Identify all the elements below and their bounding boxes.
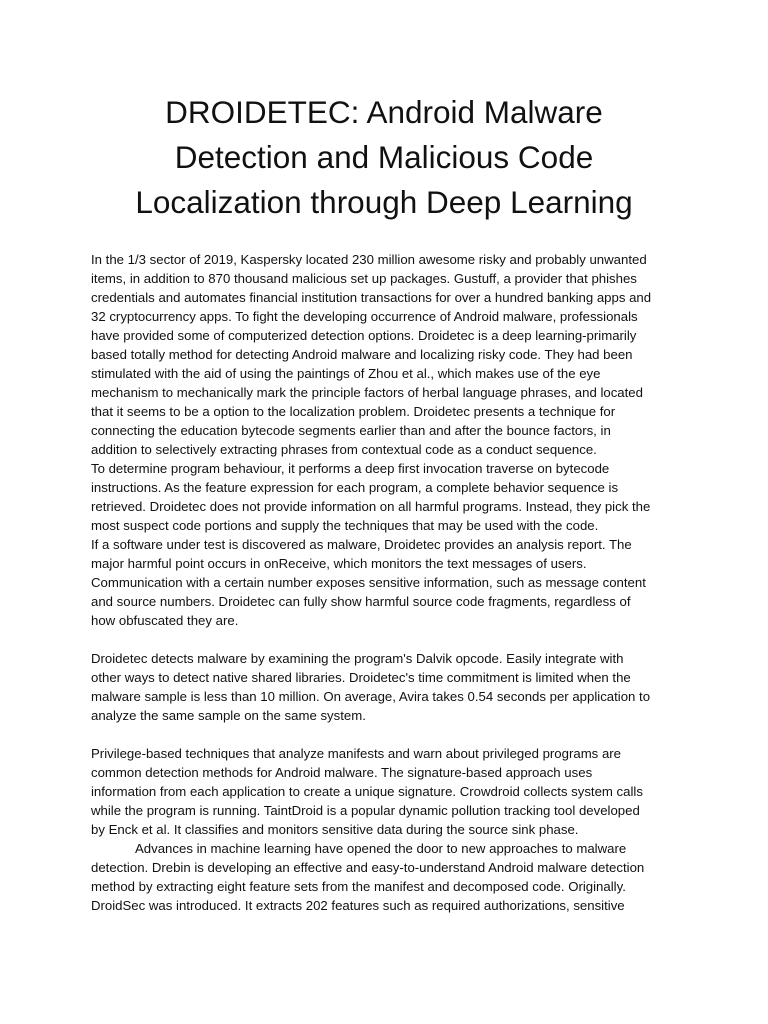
text-line: have provided some of computerized detection options. Droidetec is a deep learning-primarily <box>91 328 637 343</box>
text-line: Advances in machine learning have opened the door to new approaches to malware <box>135 841 627 856</box>
title-line: DROIDETEC: Android Malware <box>165 94 603 130</box>
text-line: Communication with a certain number exposes sensitive information, such as message content <box>91 575 646 590</box>
text-line: Droidetec detects malware by examining the program's Dalvik opcode. Easily integrate with <box>91 651 624 666</box>
title-line: Detection and Malicious Code <box>174 139 594 175</box>
text-line: common detection methods for Android malware. The signature-based approach uses <box>91 765 593 780</box>
text-line: connecting the education bytecode segments earlier than and after the bounce factors, in <box>91 423 611 438</box>
document-body <box>91 250 691 915</box>
text-line: retrieved. Droidetec does not provide information on all harmful programs. Instead, they pick the <box>91 499 651 514</box>
text-line: major harmful point occurs in onReceive, which monitors the text messages of users. <box>91 556 587 571</box>
paragraph-4 <box>91 839 691 915</box>
text-line: method by extracting eight feature sets from the manifest and decomposed code. Originally. <box>91 879 626 894</box>
text-line: If a software under test is discovered as malware, Droidetec provides an analysis report. The <box>91 537 632 552</box>
text-line: analyze the same sample on the same system. <box>91 708 366 723</box>
text-line: credentials and automates financial institution transactions for over a hundred banking apps and <box>91 290 652 305</box>
text-line: In the 1/3 sector of 2019, Kaspersky located 230 million awesome risky and probably unwanted <box>91 252 647 267</box>
paragraph-spacer <box>91 725 691 744</box>
title-line: Localization through Deep Learning <box>135 184 633 220</box>
text-line: DroidSec was introduced. It extracts 202 features such as required authorizations, sensitive <box>91 898 625 913</box>
text-line: most suspect code portions and supply the techniques that may be used with the code. <box>91 518 599 533</box>
text-line: 32 cryptocurrency apps. To fight the developing occurrence of Android malware, professionals <box>91 309 638 324</box>
text-line: other ways to detect native shared libraries. Droidetec's time commitment is limited when the <box>91 670 631 685</box>
text-line: how obfuscated they are. <box>91 613 239 628</box>
text-line: information from each application to create a unique signature. Crowdroid collects system calls <box>91 784 643 799</box>
text-line: instructions. As the feature expression for each program, a complete behavior sequence is <box>91 480 619 495</box>
text-line: by Enck et al. It classifies and monitors sensitive data during the source sink phase. <box>91 822 579 837</box>
paragraph-3 <box>91 744 691 839</box>
paragraph-2 <box>91 649 691 725</box>
paragraph-1 <box>91 250 691 630</box>
text-line: malware sample is less than 10 million. On average, Avira takes 0.54 seconds per application to <box>91 689 651 704</box>
page-title <box>60 90 708 225</box>
text-line: and source numbers. Droidetec can fully show harmful source code fragments, regardless of <box>91 594 631 609</box>
paragraph-spacer <box>91 630 691 649</box>
text-line: while the program is running. TaintDroid is a popular dynamic pollution tracking tool developed <box>91 803 640 818</box>
text-line: items, in addition to 870 thousand malicious set up packages. Gustuff, a provider that phishes <box>91 271 637 286</box>
text-line: addition to selectively extracting phrases from contextual code as a conduct sequence. <box>91 442 597 457</box>
text-line: detection. Drebin is developing an effective and easy-to-understand Android malware detection <box>91 860 645 875</box>
text-line: To determine program behaviour, it performs a deep first invocation traverse on bytecode <box>91 461 610 476</box>
text-line: that it seems to be a option to the localization problem. Droidetec presents a technique for <box>91 404 616 419</box>
text-line: mechanism to mechanically mark the principle factors of herbal language phrases, and located <box>91 385 643 400</box>
text-line: stimulated with the aid of using the paintings of Zhou et al., which makes use of the eye <box>91 366 601 381</box>
text-line: based totally method for detecting Android malware and localizing risky code. They had been <box>91 347 633 362</box>
text-line: Privilege-based techniques that analyze manifests and warn about privileged programs are <box>91 746 621 761</box>
